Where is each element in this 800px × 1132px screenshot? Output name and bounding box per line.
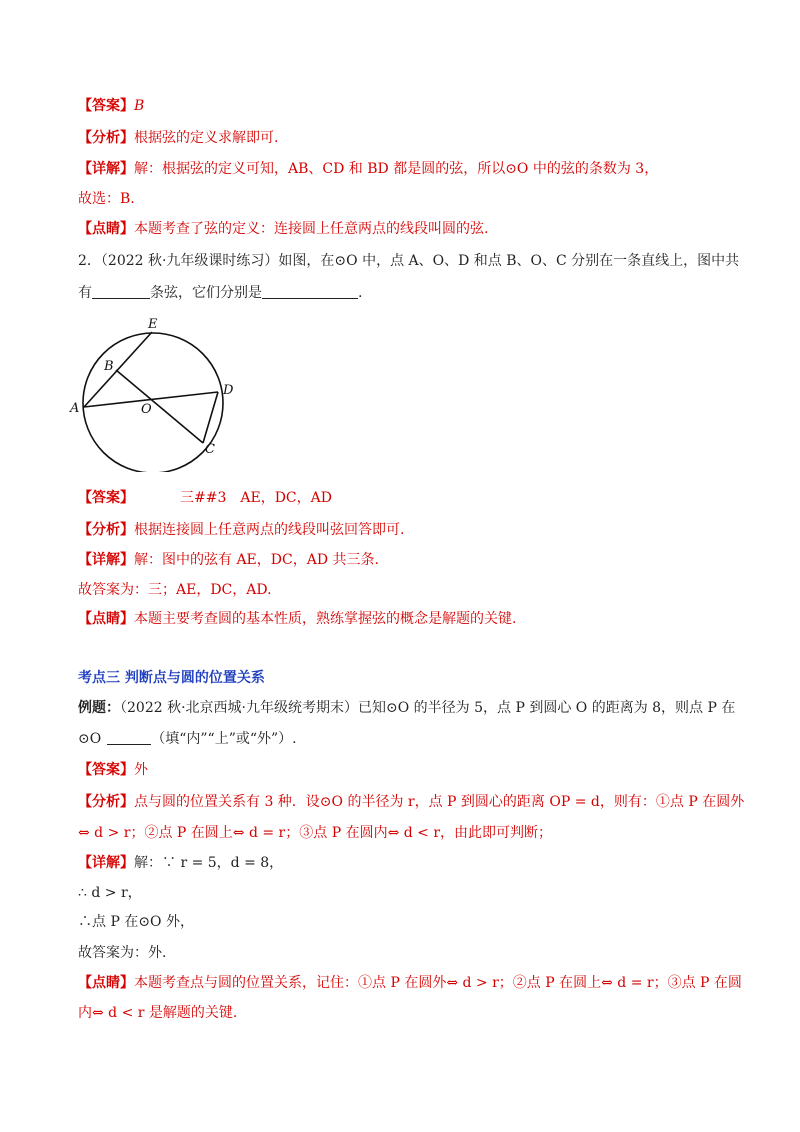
label-d: D [223,383,234,398]
answer-2-line [78,487,332,509]
choose-line [78,188,135,210]
example-comment-text-2: 内⇔ d < r 是解题的关键. [78,1005,238,1021]
label-o: O [141,402,152,417]
blank-position [107,744,151,745]
blank-count [92,298,150,299]
analysis-text: 根据弦的定义求解即可. [134,130,279,146]
comment-2-line [78,608,516,630]
analysis-2-text: 根据连接圆上任意两点的线段叫弦回答即可. [134,522,405,538]
example-fill-hint: （填“内”“上”或“外”）. [151,731,297,747]
detail-line-1 [78,158,658,180]
example-analysis-text: 点与圆的位置关系有 3 种．设⊙O 的半径为 r，点 P 到圆心的距离 OP = d，则有：①点 P 在圆外 [134,794,745,810]
example-answer-text: 外 [134,762,148,778]
section-heading [78,667,265,689]
example-detail-tag: 【详解】 [78,855,134,871]
example-circle: ⊙O [78,731,102,747]
label-c: C [205,442,215,457]
example-detail-text-2: ∴ d > r， [78,885,142,901]
answer-2-text: 三##3 AE，DC，AD [180,490,332,506]
question-2-line-1 [78,250,739,272]
example-detail-line-3 [78,911,194,933]
comment-2-tag: 【点睛】 [78,611,134,627]
answer-line-1 [78,95,144,117]
circle-outline [83,333,223,472]
blank-chords [262,298,358,299]
question-2-part3: . [358,285,363,301]
example-analysis-text-2: ⇔ d > r；②点 P 在圆上⇔ d = r；③点 P 在圆内⇔ d < r，由此即可判断； [78,825,553,841]
comment-text: 本题考查了弦的定义：连接圆上任意两点的线段叫圆的弦. [134,221,489,237]
final-answer-2-line [78,579,272,601]
answer-value: B [134,98,145,114]
example-comment-tag: 【点睛】 [78,975,134,991]
example-text: （2022 秋·北京西城·九年级统考期末）已知⊙O 的半径为 5，点 P 到圆心 O 的距离为 8，则点 P 在 [120,700,736,716]
label-b: B [104,359,114,374]
section-heading-text: 考点三 判断点与圆的位置关系 [78,670,265,686]
analysis-2-line [78,519,404,541]
detail-2-line [78,549,379,571]
example-answer-tag: 【答案】 [78,762,134,778]
question-2-line-2 [78,282,362,304]
example-detail-line-4 [78,942,166,964]
example-analysis-tag: 【分析】 [78,794,134,810]
choose-text: 故选：B. [78,191,135,207]
question-2-part1: 有 [78,285,92,301]
comment-line-1 [78,218,488,240]
detail-2-text: 解：图中的弦有 AE，DC，AD 共三条. [134,552,379,568]
answer-tag: 【答案】 [78,98,134,114]
final-answer-2-text: 故答案为：三；AE，DC，AD. [78,582,272,598]
example-label: 例题： [78,700,120,716]
example-analysis-line-1 [78,791,744,813]
example-comment-line-2 [78,1002,237,1024]
question-2-text: 2．（2022 秋·九年级课时练习）如图，在⊙O 中，点 A、O、D 和点 B、O、C 分别在一条直线上，图中共 [78,253,740,269]
comment-tag: 【点睛】 [78,221,134,237]
example-line-2 [78,728,297,750]
question-2-part2: 条弦，它们分别是 [150,285,262,301]
example-analysis-line-2 [78,822,552,844]
example-detail-text: 解：∵ r = 5，d = 8， [134,855,284,871]
analysis-line-1 [78,127,278,149]
circle-figure [66,312,246,472]
example-comment-text: 本题考查点与圆的位置关系，记住：①点 P 在圆外⇔ d > r；②点 P 在圆上⇔ d = r；③点 P 在圆 [134,975,742,991]
analysis-tag: 【分析】 [78,130,134,146]
detail-text: 解：根据弦的定义可知，AB、CD 和 BD 都是圆的弦，所以⊙O 中的弦的条数为 3， [134,161,659,177]
label-a: A [70,401,80,416]
comment-2-text: 本题主要考查圆的基本性质，熟练掌握弦的概念是解题的关键. [134,611,517,627]
analysis-2-tag: 【分析】 [78,522,134,538]
example-detail-text-4: 故答案为：外. [78,945,167,961]
detail-tag: 【详解】 [78,161,134,177]
answer-2-tag: 【答案】 [78,490,134,506]
example-detail-line-2 [78,882,142,904]
example-answer-line [78,759,148,781]
diameter-bc [116,370,203,443]
detail-2-tag: 【详解】 [78,552,134,568]
example-comment-line-1 [78,972,742,994]
example-line-1 [78,697,735,719]
example-detail-text-3: ∴点 P 在⊙O 外， [78,914,194,930]
example-detail-line-1 [78,852,283,874]
label-e: E [148,317,158,332]
